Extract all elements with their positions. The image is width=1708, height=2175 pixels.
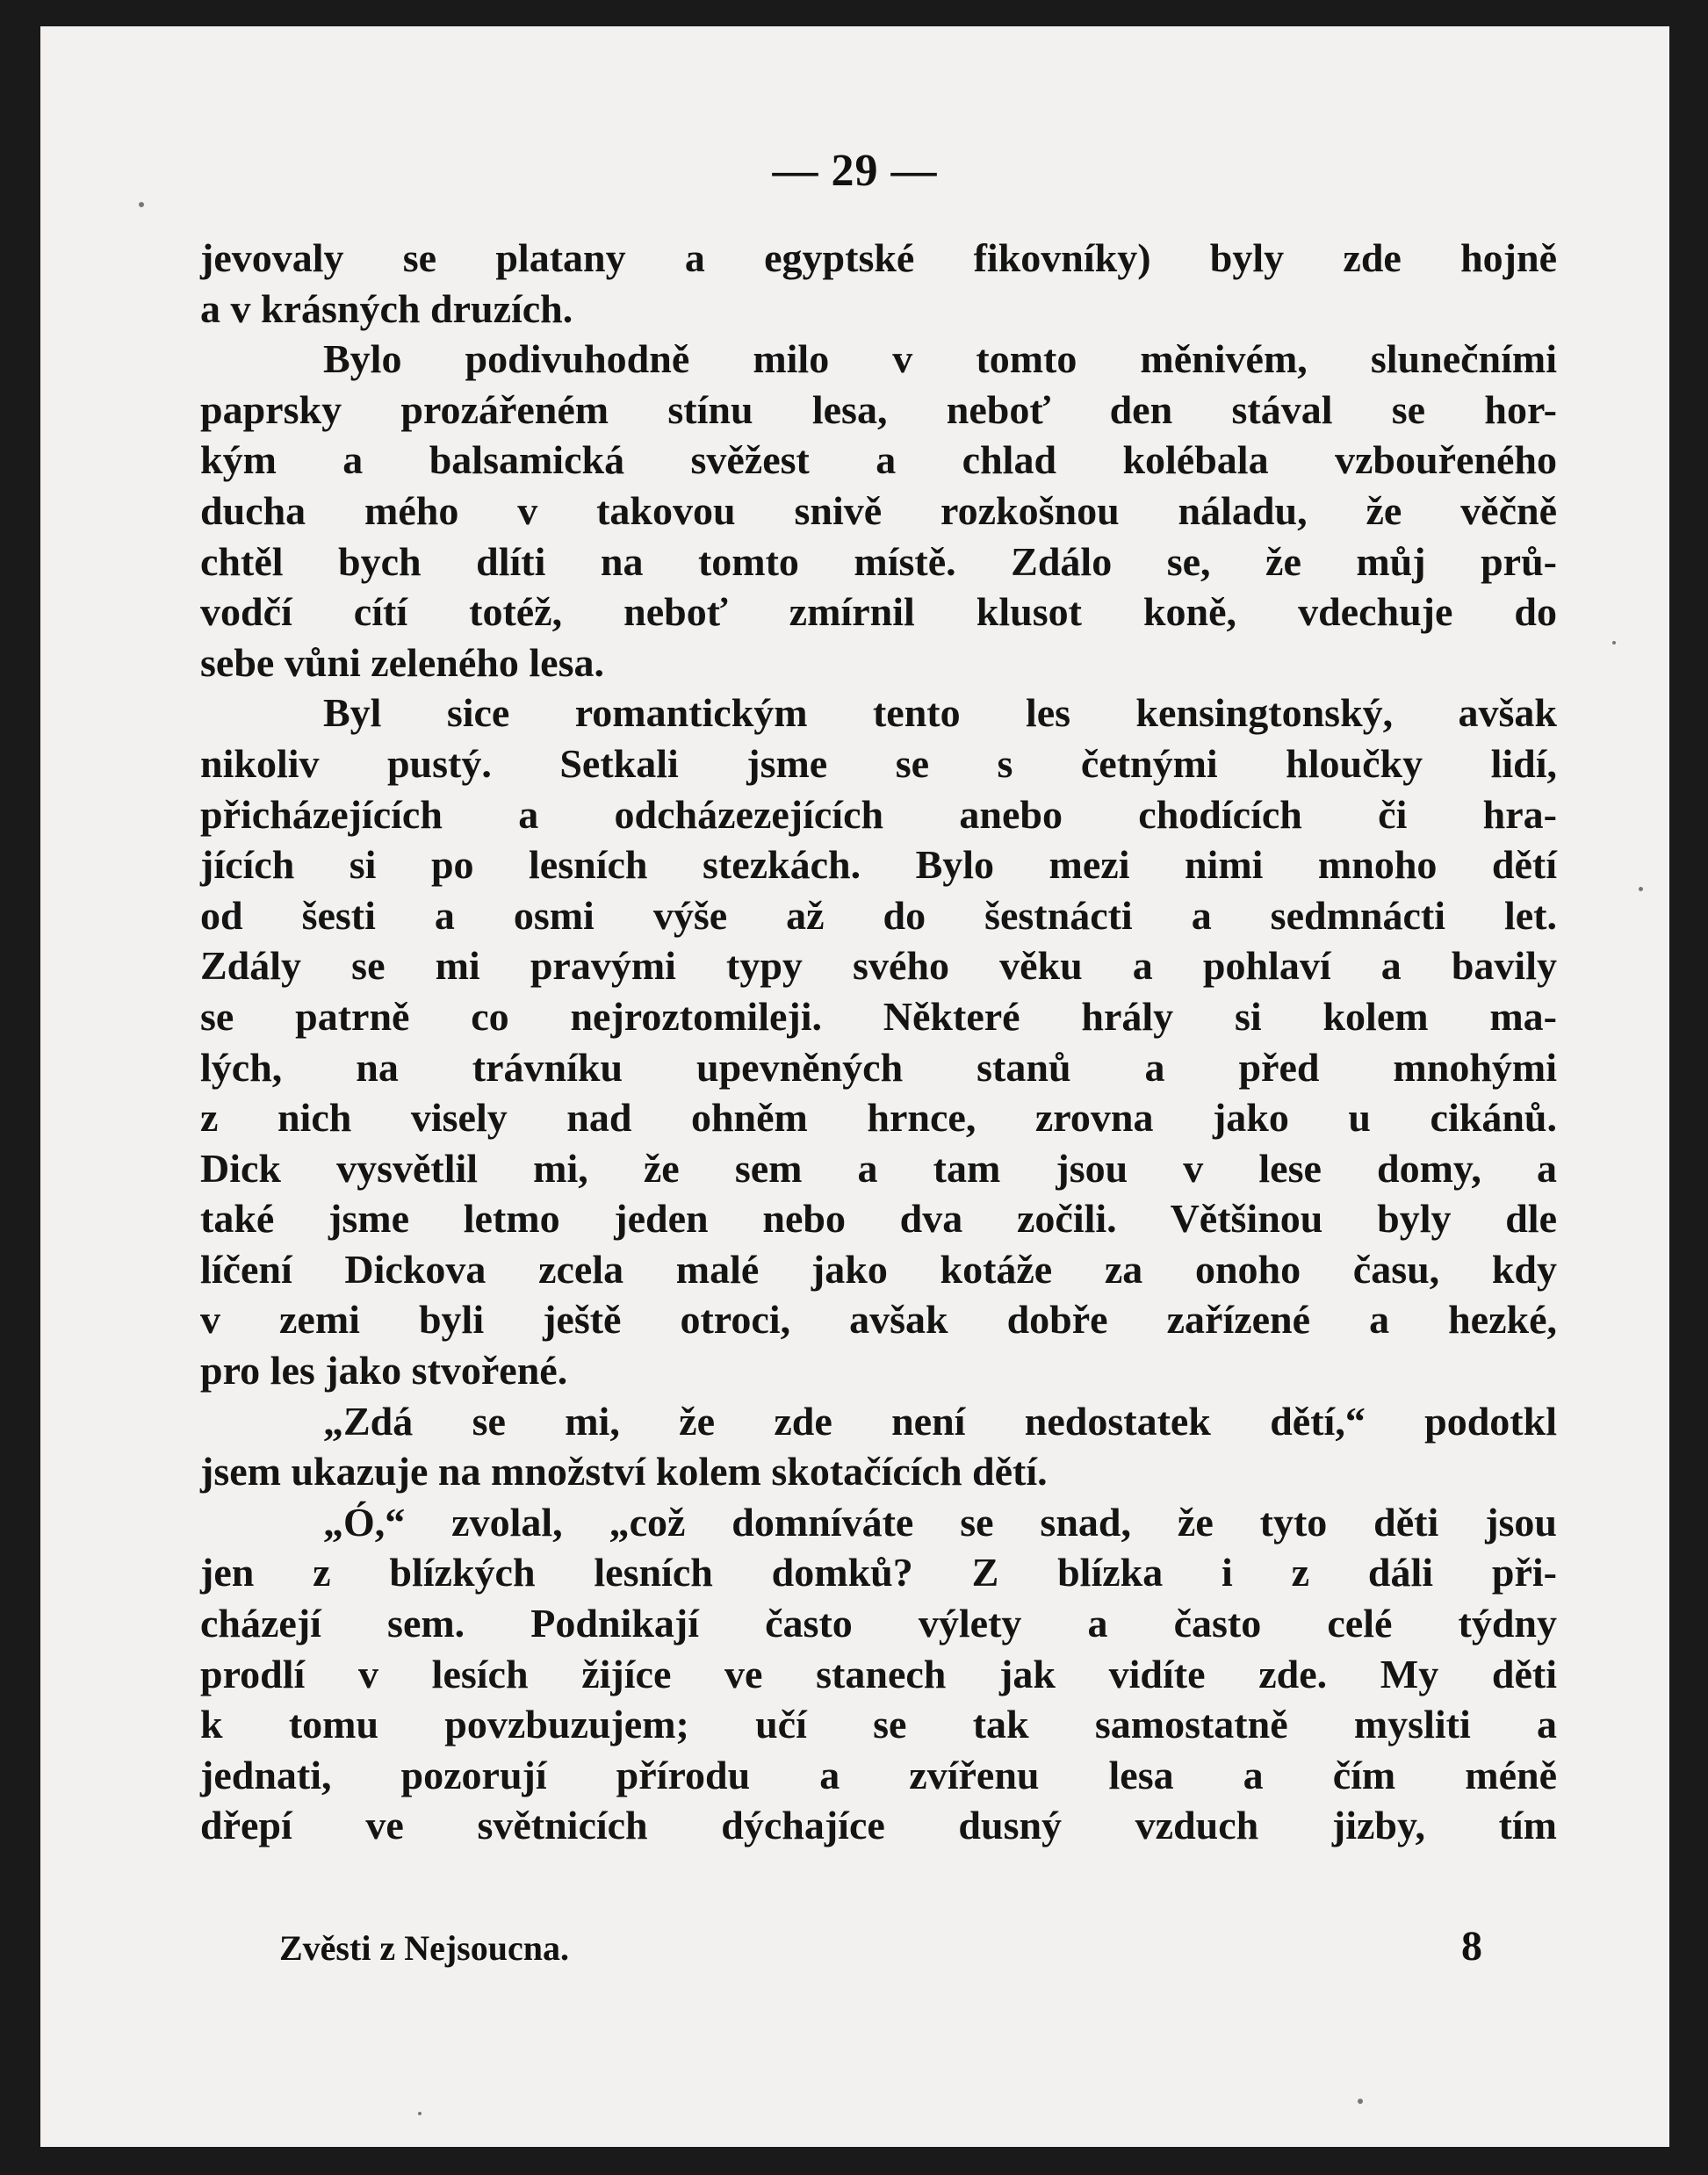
text-line: „Ó,“ zvolal, „což domníváte se snad, že tyto děti jsou — [323, 1499, 1557, 1545]
text-line: chtěl bych dlíti na tomto místě. Zdálo se, že můj prů- — [200, 538, 1557, 584]
text-line: jících si po lesních stezkách. Bylo mezi nimi mnoho dětí — [200, 842, 1557, 888]
text-line: ducha mého v takovou snivě rozkošnou náladu, že věčně — [200, 487, 1557, 533]
text-line: cházejí sem. Podnikají často výlety a často celé týdny — [200, 1601, 1557, 1646]
text-line: kým a balsamická svěžest a chlad kolébala vzbouřeného — [200, 437, 1557, 483]
text-line: dřepí ve světnicích dýchajíce dusný vzduch jizby, tím — [200, 1803, 1557, 1848]
text-line: jen z blízkých lesních domků? Z blízka i z dáli při- — [200, 1550, 1557, 1595]
scan-speck — [139, 202, 144, 207]
page-number: — 29 — — [772, 146, 938, 196]
text-line: vodčí cítí totéž, neboť zmírnil klusot koně, vdechuje do — [200, 589, 1557, 635]
text-line: také jsme letmo jeden nebo dva zočili. Většinou byly dle — [200, 1196, 1557, 1242]
text-line: v zemi byli ještě otroci, avšak dobře zařízené a hezké, — [200, 1297, 1557, 1343]
text-line: od šesti a osmi výše až do šestnácti a sedmnácti let. — [200, 892, 1557, 938]
text-line: lých, na trávníku upevněných stanů a před mnohými — [200, 1044, 1557, 1090]
text-line: Byl sice romantickým tento les kensingtonský, avšak — [323, 690, 1557, 736]
text-line: prodlí v lesích žijíce ve stanech jak vidíte zde. My děti — [200, 1651, 1557, 1696]
text-line: přicházejících a odcházezejících anebo chodících či hra- — [200, 791, 1557, 837]
text-line: „Zdá se mi, že zde není nedostatek dětí,“ podotkl — [323, 1398, 1557, 1444]
text-line: jednati, pozorují přírodu a zvířenu lesa a čím méně — [200, 1752, 1557, 1797]
text-line: k tomu povzbuzujem; učí se tak samostatně mysliti a — [200, 1702, 1557, 1747]
text-line: Bylo podivuhodně milo v tomto měnivém, slunečními — [323, 336, 1557, 382]
body-text — [200, 233, 1557, 1851]
book-page — [40, 26, 1669, 2147]
scan-speck — [1612, 641, 1616, 645]
text-line: líčení Dickova zcela malé jako kotáže za onoho času, kdy — [200, 1246, 1557, 1292]
text-line: paprsky prozářeném stínu lesa, neboť den stával se hor- — [200, 386, 1557, 432]
text-line: sebe vůni zeleného lesa. — [200, 639, 604, 685]
text-line: z nich visely nad ohněm hrnce, zrovna jako u cikánů. — [200, 1095, 1557, 1141]
text-line: nikoliv pustý. Setkali jsme se s četnými hloučky lidí, — [200, 740, 1557, 786]
scan-speck — [418, 2112, 422, 2115]
text-line: Zdály se mi pravými typy svého věku a pohlaví a bavily — [200, 943, 1557, 989]
signature-mark: 8 — [1461, 1923, 1482, 1970]
text-line: jsem ukazuje na množství kolem skotačících dětí. — [200, 1449, 1048, 1494]
scan-speck — [1358, 2099, 1363, 2104]
scan-speck — [1639, 887, 1643, 891]
text-line: Dick vysvětlil mi, že sem a tam jsou v lese domy, a — [200, 1145, 1557, 1191]
text-line: se patrně co nejroztomileji. Některé hrály si kolem ma- — [200, 993, 1557, 1039]
text-line: a v krásných druzích. — [200, 285, 573, 331]
signature-title: Zvěsti z Nejsoucna. — [279, 1928, 569, 1968]
text-line: jevovaly se platany a egyptské fikovníky) byly zde hojně — [200, 235, 1557, 280]
text-line: pro les jako stvořené. — [200, 1348, 568, 1394]
